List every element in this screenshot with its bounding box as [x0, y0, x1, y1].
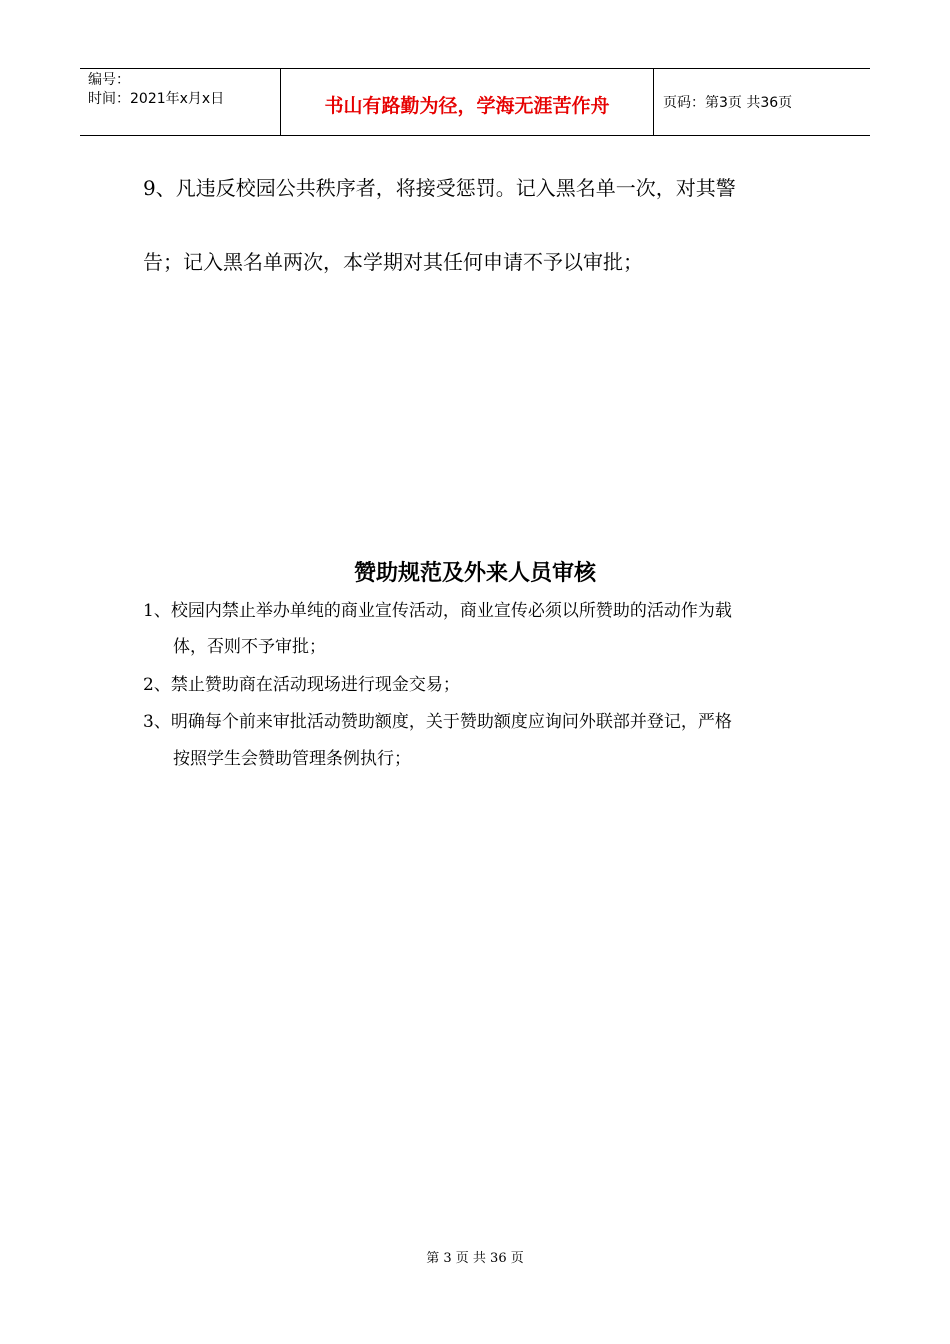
- item-9-line-2: 告；记入黑名单两次，本学期对其任何申请不予以审批；: [143, 250, 643, 274]
- item-9-line-1: 9、凡违反校园公共秩序者，将接受惩罚。记入黑名单一次，对其警: [143, 176, 736, 200]
- section-title: 赞助规范及外来人员审核: [353, 561, 596, 586]
- page-footer: 第 3 页 共 36 页: [426, 1251, 524, 1266]
- document-date: 时间：2021年x月x日: [88, 91, 225, 107]
- list-item-3-line-2: 按照学生会赞助管理条例执行；: [173, 749, 411, 769]
- list-item-1-line-1: 1、校园内禁止举办单纯的商业宣传活动，商业宣传必须以所赞助的活动作为载: [143, 601, 732, 621]
- header-meta-cell: [80, 69, 281, 135]
- list-item-3-line-1: 3、明确每个前来审批活动赞助额度，关于赞助额度应询问外联部并登记，严格: [143, 712, 732, 732]
- header-motto: 书山有路勤为径，学海无涯苦作舟: [281, 69, 654, 135]
- list-item-1-line-2: 体，否则不予审批；: [173, 637, 326, 657]
- header-page-info: 页码：第3页 共36页: [663, 95, 793, 111]
- header-table: [80, 68, 870, 136]
- list-item-2: 2、禁止赞助商在活动现场进行现金交易；: [143, 675, 460, 695]
- document-number-label: 编号：: [88, 72, 130, 88]
